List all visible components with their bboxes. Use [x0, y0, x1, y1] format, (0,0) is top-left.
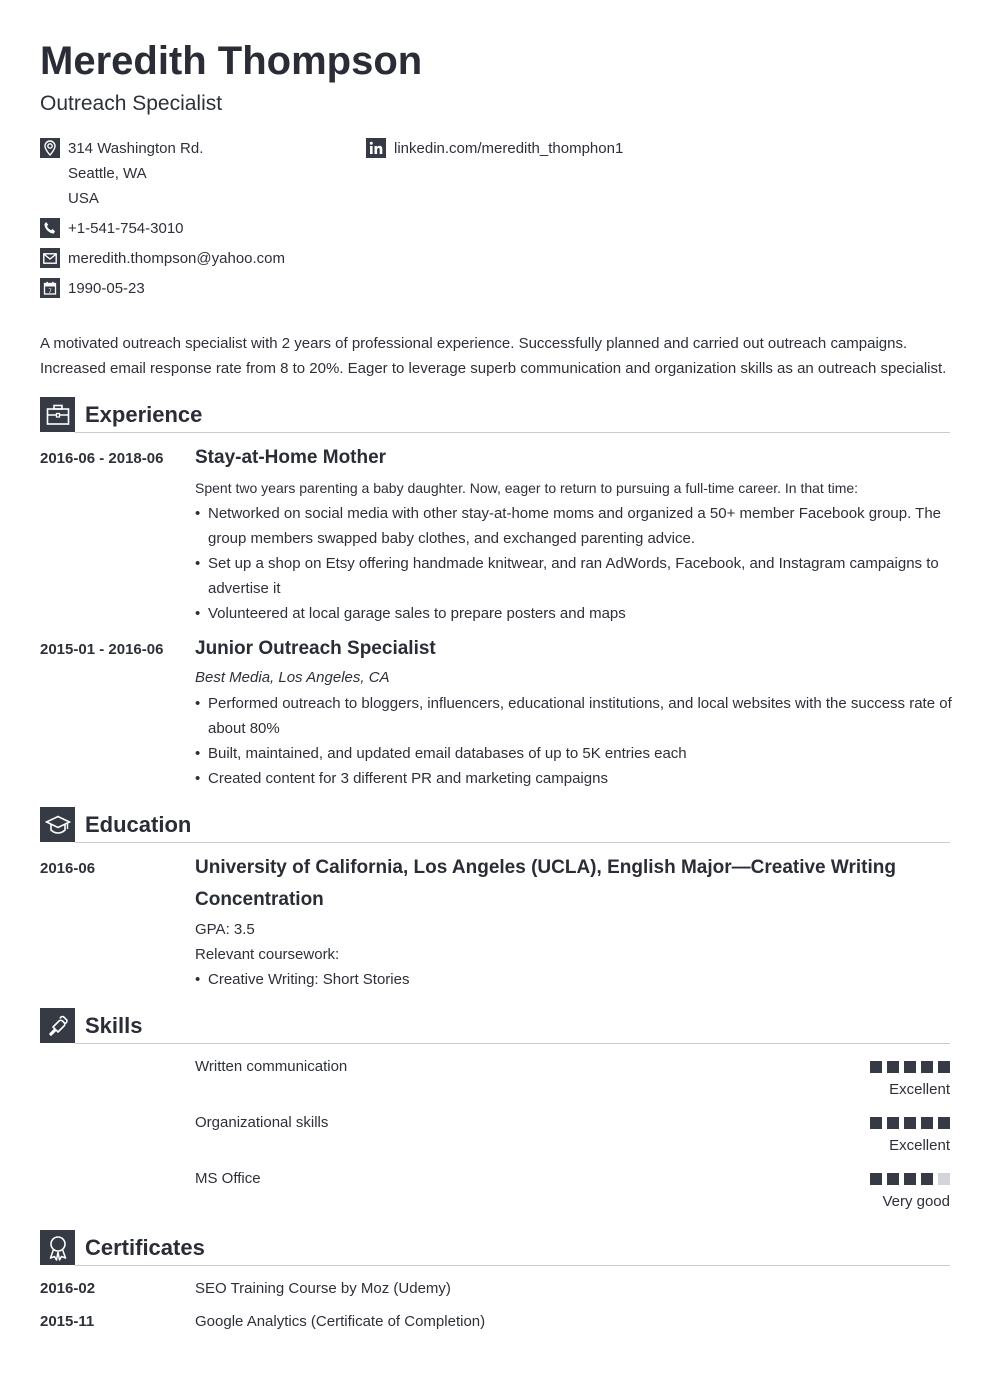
- certificates-heading: Certificates: [85, 1235, 205, 1260]
- candidate-title: Outreach Specialist: [40, 92, 223, 115]
- skill-1-level: Excellent: [889, 1081, 950, 1098]
- rating-dot: [904, 1117, 916, 1129]
- rating-dot: [870, 1117, 882, 1129]
- envelope-icon: [40, 248, 60, 268]
- certificates-divider: [75, 1265, 950, 1266]
- address-line-1: 314 Washington Rd.: [68, 140, 204, 157]
- rating-dot: [938, 1061, 950, 1073]
- list-item: • Performed outreach to bloggers, influencers, educational institutions, and local websites with the success rate of about 80%: [195, 691, 955, 741]
- email-address: meredith.thompson@yahoo.com: [68, 250, 286, 267]
- rating-dot: [904, 1173, 916, 1185]
- rating-dot: [921, 1117, 933, 1129]
- skills-divider: [75, 1043, 950, 1044]
- certificate-1-date: 2016-02: [40, 1280, 96, 1297]
- education-degree: University of California, Los Angeles (UCLA), English Major—Creative Writing Concentration: [195, 857, 896, 910]
- list-item: • Volunteered at local garage sales to prepare posters and maps: [195, 601, 955, 626]
- skill-1-rating: [870, 1061, 950, 1073]
- education-date: 2016-06: [40, 860, 96, 877]
- certificate-1-name: SEO Training Course by Moz (Udemy): [195, 1280, 451, 1297]
- experience-divider: [75, 432, 950, 433]
- skill-2-name: Organizational skills: [195, 1114, 329, 1131]
- job-2-bullets: [195, 691, 955, 791]
- rating-dot: [921, 1173, 933, 1185]
- linkedin-icon: [366, 138, 386, 158]
- phone-icon: [40, 218, 60, 238]
- rating-dot: [870, 1173, 882, 1185]
- skill-2-level: Excellent: [889, 1137, 950, 1154]
- award-ribbon-icon: [40, 1230, 75, 1265]
- job-1-role: Stay-at-Home Mother: [195, 447, 387, 468]
- linkedin-link[interactable]: linkedin.com/meredith_thomphon1: [394, 140, 624, 157]
- birth-date: 1990-05-23: [68, 280, 145, 297]
- education-divider: [75, 842, 950, 843]
- list-item: • Built, maintained, and updated email databases of up to 5K entries each: [195, 741, 955, 766]
- rating-dot: [938, 1173, 950, 1185]
- rating-dot: [904, 1061, 916, 1073]
- puzzle-hand-icon: [40, 1008, 75, 1043]
- rating-dot: [921, 1061, 933, 1073]
- phone-number: +1-541-754-3010: [68, 220, 184, 237]
- rating-dot: [887, 1117, 899, 1129]
- rating-dot: [938, 1117, 950, 1129]
- profile-summary: A motivated outreach specialist with 2 years of professional experience. Successfully planned and carried out outreach campaigns. Increased email response rate from 8 to 20%. Eager to leverage superb communication and organization skills as an outreach specialist.: [40, 335, 947, 377]
- education-coursework-label: Relevant coursework:: [195, 946, 340, 963]
- job-1-bullets: [195, 501, 955, 626]
- list-item: • Networked on social media with other stay-at-home moms and organized a 50+ member Facebook group. The group members swapped baby clothes, and exchanged parenting advice.: [195, 501, 955, 551]
- calendar-icon: [40, 278, 60, 298]
- address-line-2: Seattle, WA: [68, 165, 147, 182]
- education-heading: Education: [85, 812, 192, 837]
- rating-dot: [887, 1061, 899, 1073]
- education-gpa: GPA: 3.5: [195, 921, 255, 938]
- experience-heading: Experience: [85, 402, 203, 427]
- skills-heading: Skills: [85, 1013, 143, 1038]
- list-item: • Creative Writing: Short Stories: [195, 967, 955, 992]
- job-1-description: Spent two years parenting a baby daughter. Now, eager to return to pursuing a full-time career. In that time:: [195, 480, 859, 496]
- skill-3-rating: [870, 1173, 950, 1185]
- job-1-dates: 2016-06 - 2018-06: [40, 450, 164, 467]
- job-2-role: Junior Outreach Specialist: [195, 638, 436, 659]
- education-courses: [195, 967, 955, 992]
- list-item: • Created content for 3 different PR and marketing campaigns: [195, 766, 955, 791]
- job-2-dates: 2015-01 - 2016-06: [40, 641, 164, 658]
- svg-text:7: 7: [48, 288, 52, 295]
- graduation-cap-icon: [40, 807, 75, 842]
- rating-dot: [870, 1061, 882, 1073]
- list-item: • Set up a shop on Etsy offering handmade knitwear, and ran AdWords, Facebook, and Instagram campaigns to advertise it: [195, 551, 955, 601]
- skill-2-rating: [870, 1117, 950, 1129]
- certificate-2-name: Google Analytics (Certificate of Completion): [195, 1313, 486, 1330]
- briefcase-icon: [40, 397, 75, 432]
- job-2-company: Best Media, Los Angeles, CA: [195, 669, 390, 686]
- certificate-2-date: 2015-11: [40, 1313, 95, 1330]
- candidate-name: Meredith Thompson: [40, 39, 423, 83]
- address-line-3: USA: [68, 190, 99, 207]
- map-pin-icon: [40, 138, 60, 158]
- skill-3-name: MS Office: [195, 1170, 261, 1187]
- skill-1-name: Written communication: [195, 1058, 348, 1075]
- rating-dot: [887, 1173, 899, 1185]
- skill-3-level: Very good: [882, 1193, 950, 1210]
